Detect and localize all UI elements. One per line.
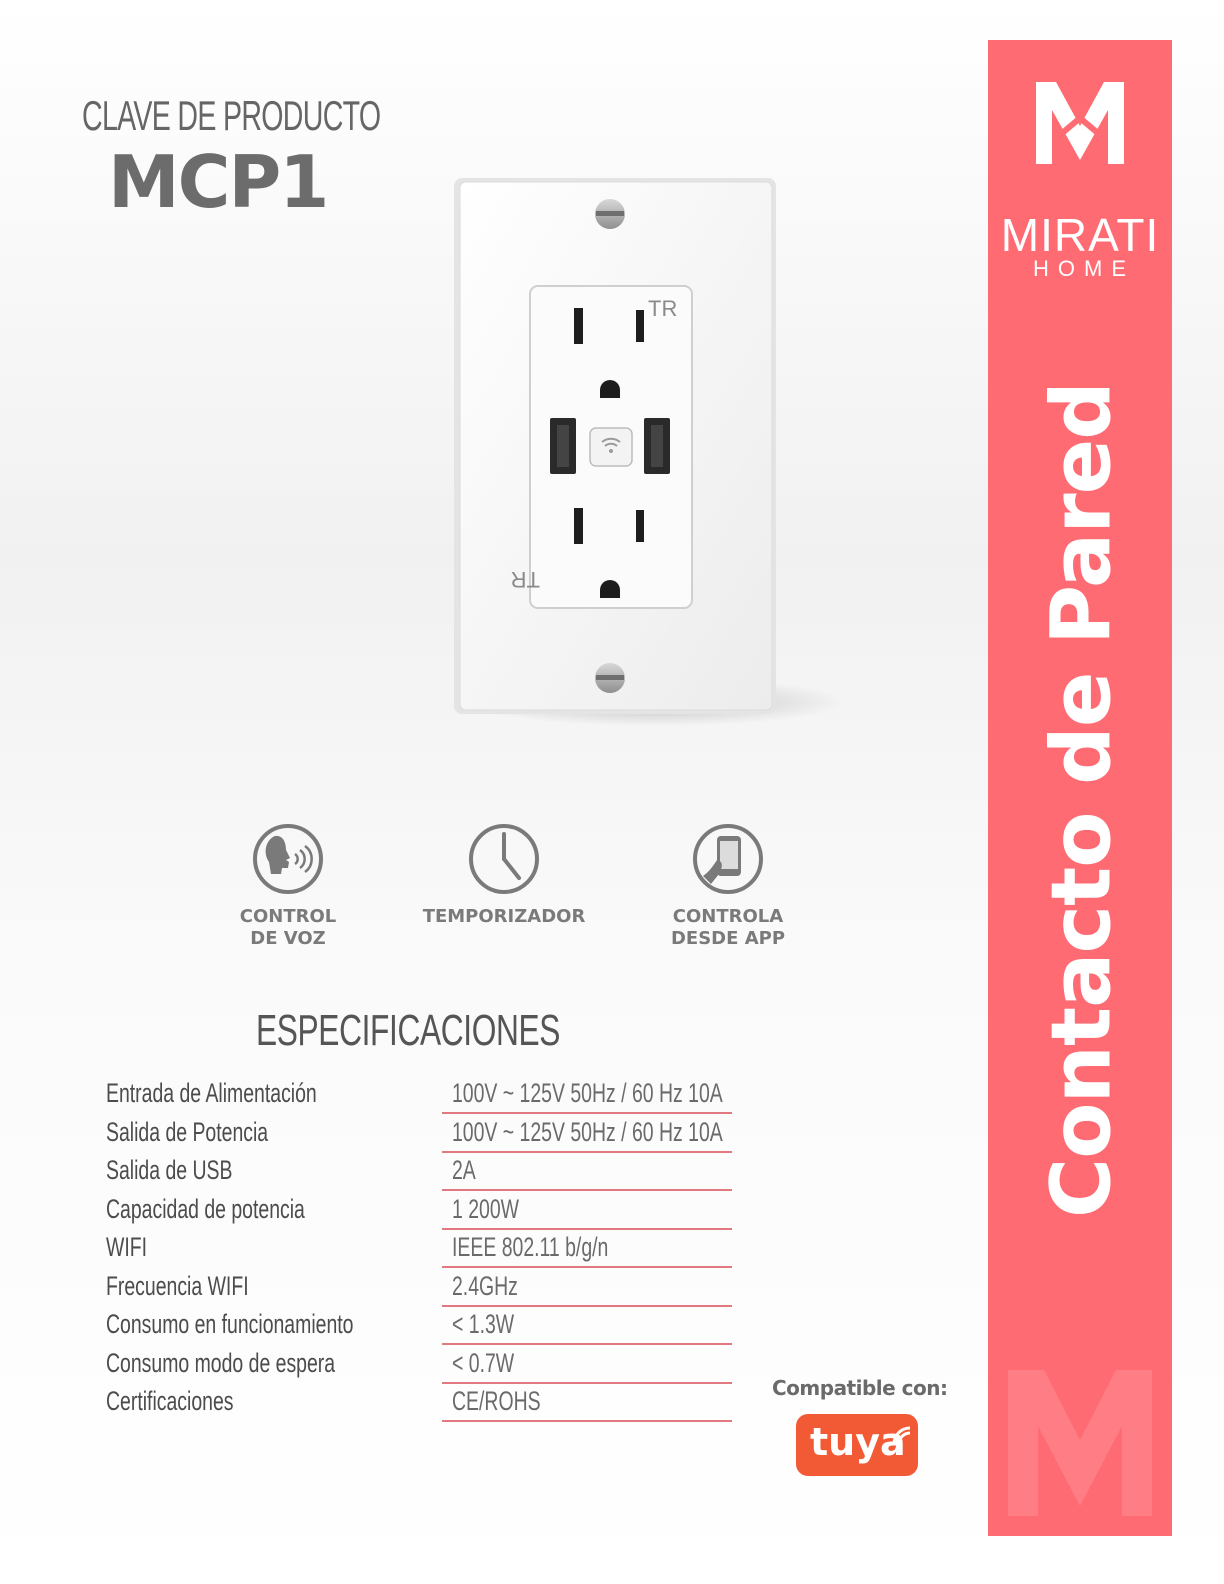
- top-screw-icon: [595, 199, 625, 229]
- spec-label: Entrada de Alimentación: [106, 1078, 317, 1108]
- tuya-signal-icon: [890, 1424, 914, 1448]
- spec-divider: [442, 1420, 732, 1422]
- tuya-logo-text: tuya: [810, 1420, 906, 1464]
- tr-bottom-label: TR: [510, 567, 540, 592]
- spec-row: [106, 1348, 746, 1387]
- specs-title: ESPECIFICACIONES: [256, 1006, 561, 1055]
- feature-voice-control: [178, 822, 398, 950]
- feature-timer: [394, 822, 614, 928]
- spec-divider: [442, 1266, 732, 1268]
- wifi-button-icon: [590, 428, 632, 466]
- spec-value: 2.4GHz: [452, 1270, 518, 1301]
- spec-value: IEEE 802.11 b/g/n: [452, 1232, 609, 1262]
- feature-timer-label: TEMPORIZADOR: [422, 906, 586, 927]
- clock-icon: [467, 822, 541, 896]
- phone-app-icon: [691, 822, 765, 896]
- product-key-value: MCP1: [108, 140, 328, 224]
- spec-row: [106, 1155, 746, 1194]
- wall-outlet-image: [440, 170, 840, 730]
- spec-value: 2A: [452, 1155, 476, 1185]
- spec-label: Capacidad de potencia: [106, 1193, 305, 1224]
- spec-divider: [442, 1189, 732, 1191]
- brand-name: MIRATI: [1000, 209, 1160, 261]
- spec-divider: [442, 1343, 732, 1345]
- spec-value: 100V ~ 125V 50Hz / 60 Hz 10A: [452, 1116, 723, 1147]
- tr-top-label: TR: [648, 296, 678, 321]
- feature-voice-label: CONTROL DE VOZ: [239, 906, 337, 949]
- bottom-screw-icon: [595, 663, 625, 693]
- spec-label: WIFI: [106, 1232, 148, 1262]
- spec-divider: [442, 1151, 732, 1153]
- spec-label: Consumo en funcionamiento: [106, 1309, 354, 1339]
- spec-row: [106, 1232, 746, 1271]
- spec-divider: [442, 1305, 732, 1307]
- product-title-vertical: Contacto de Pared: [1034, 382, 1130, 1218]
- spec-divider: [442, 1112, 732, 1114]
- spec-value: CE/ROHS: [452, 1386, 541, 1416]
- tuya-logo: [796, 1414, 918, 1476]
- voice-control-icon: [251, 822, 325, 896]
- spec-label: Salida de USB: [106, 1155, 233, 1185]
- feature-app-control: [618, 822, 838, 950]
- spec-label: Salida de Potencia: [106, 1116, 269, 1147]
- compatible-label: Compatible con:: [772, 1376, 948, 1400]
- brand-subtitle: HOME: [1033, 256, 1135, 281]
- spec-row: [106, 1117, 746, 1156]
- spec-row: [106, 1271, 746, 1310]
- specs-table: [106, 1078, 746, 1425]
- spec-value: 1 200W: [452, 1193, 520, 1224]
- spec-row: [106, 1309, 746, 1348]
- spec-value: < 0.7W: [452, 1347, 515, 1378]
- spec-row: [106, 1078, 746, 1117]
- spec-row: [106, 1194, 746, 1233]
- spec-label: Frecuencia WIFI: [106, 1270, 249, 1301]
- feature-app-label: CONTROLA DESDE APP: [670, 906, 786, 949]
- product-key-label: CLAVE DE PRODUCTO: [82, 92, 381, 139]
- spec-row: [106, 1386, 746, 1425]
- spec-label: Consumo modo de espera: [106, 1347, 336, 1378]
- spec-divider: [442, 1382, 732, 1384]
- spec-value: < 1.3W: [452, 1309, 515, 1339]
- spec-label: Certificaciones: [106, 1386, 234, 1416]
- spec-value: 100V ~ 125V 50Hz / 60 Hz 10A: [452, 1078, 723, 1108]
- spec-divider: [442, 1228, 732, 1230]
